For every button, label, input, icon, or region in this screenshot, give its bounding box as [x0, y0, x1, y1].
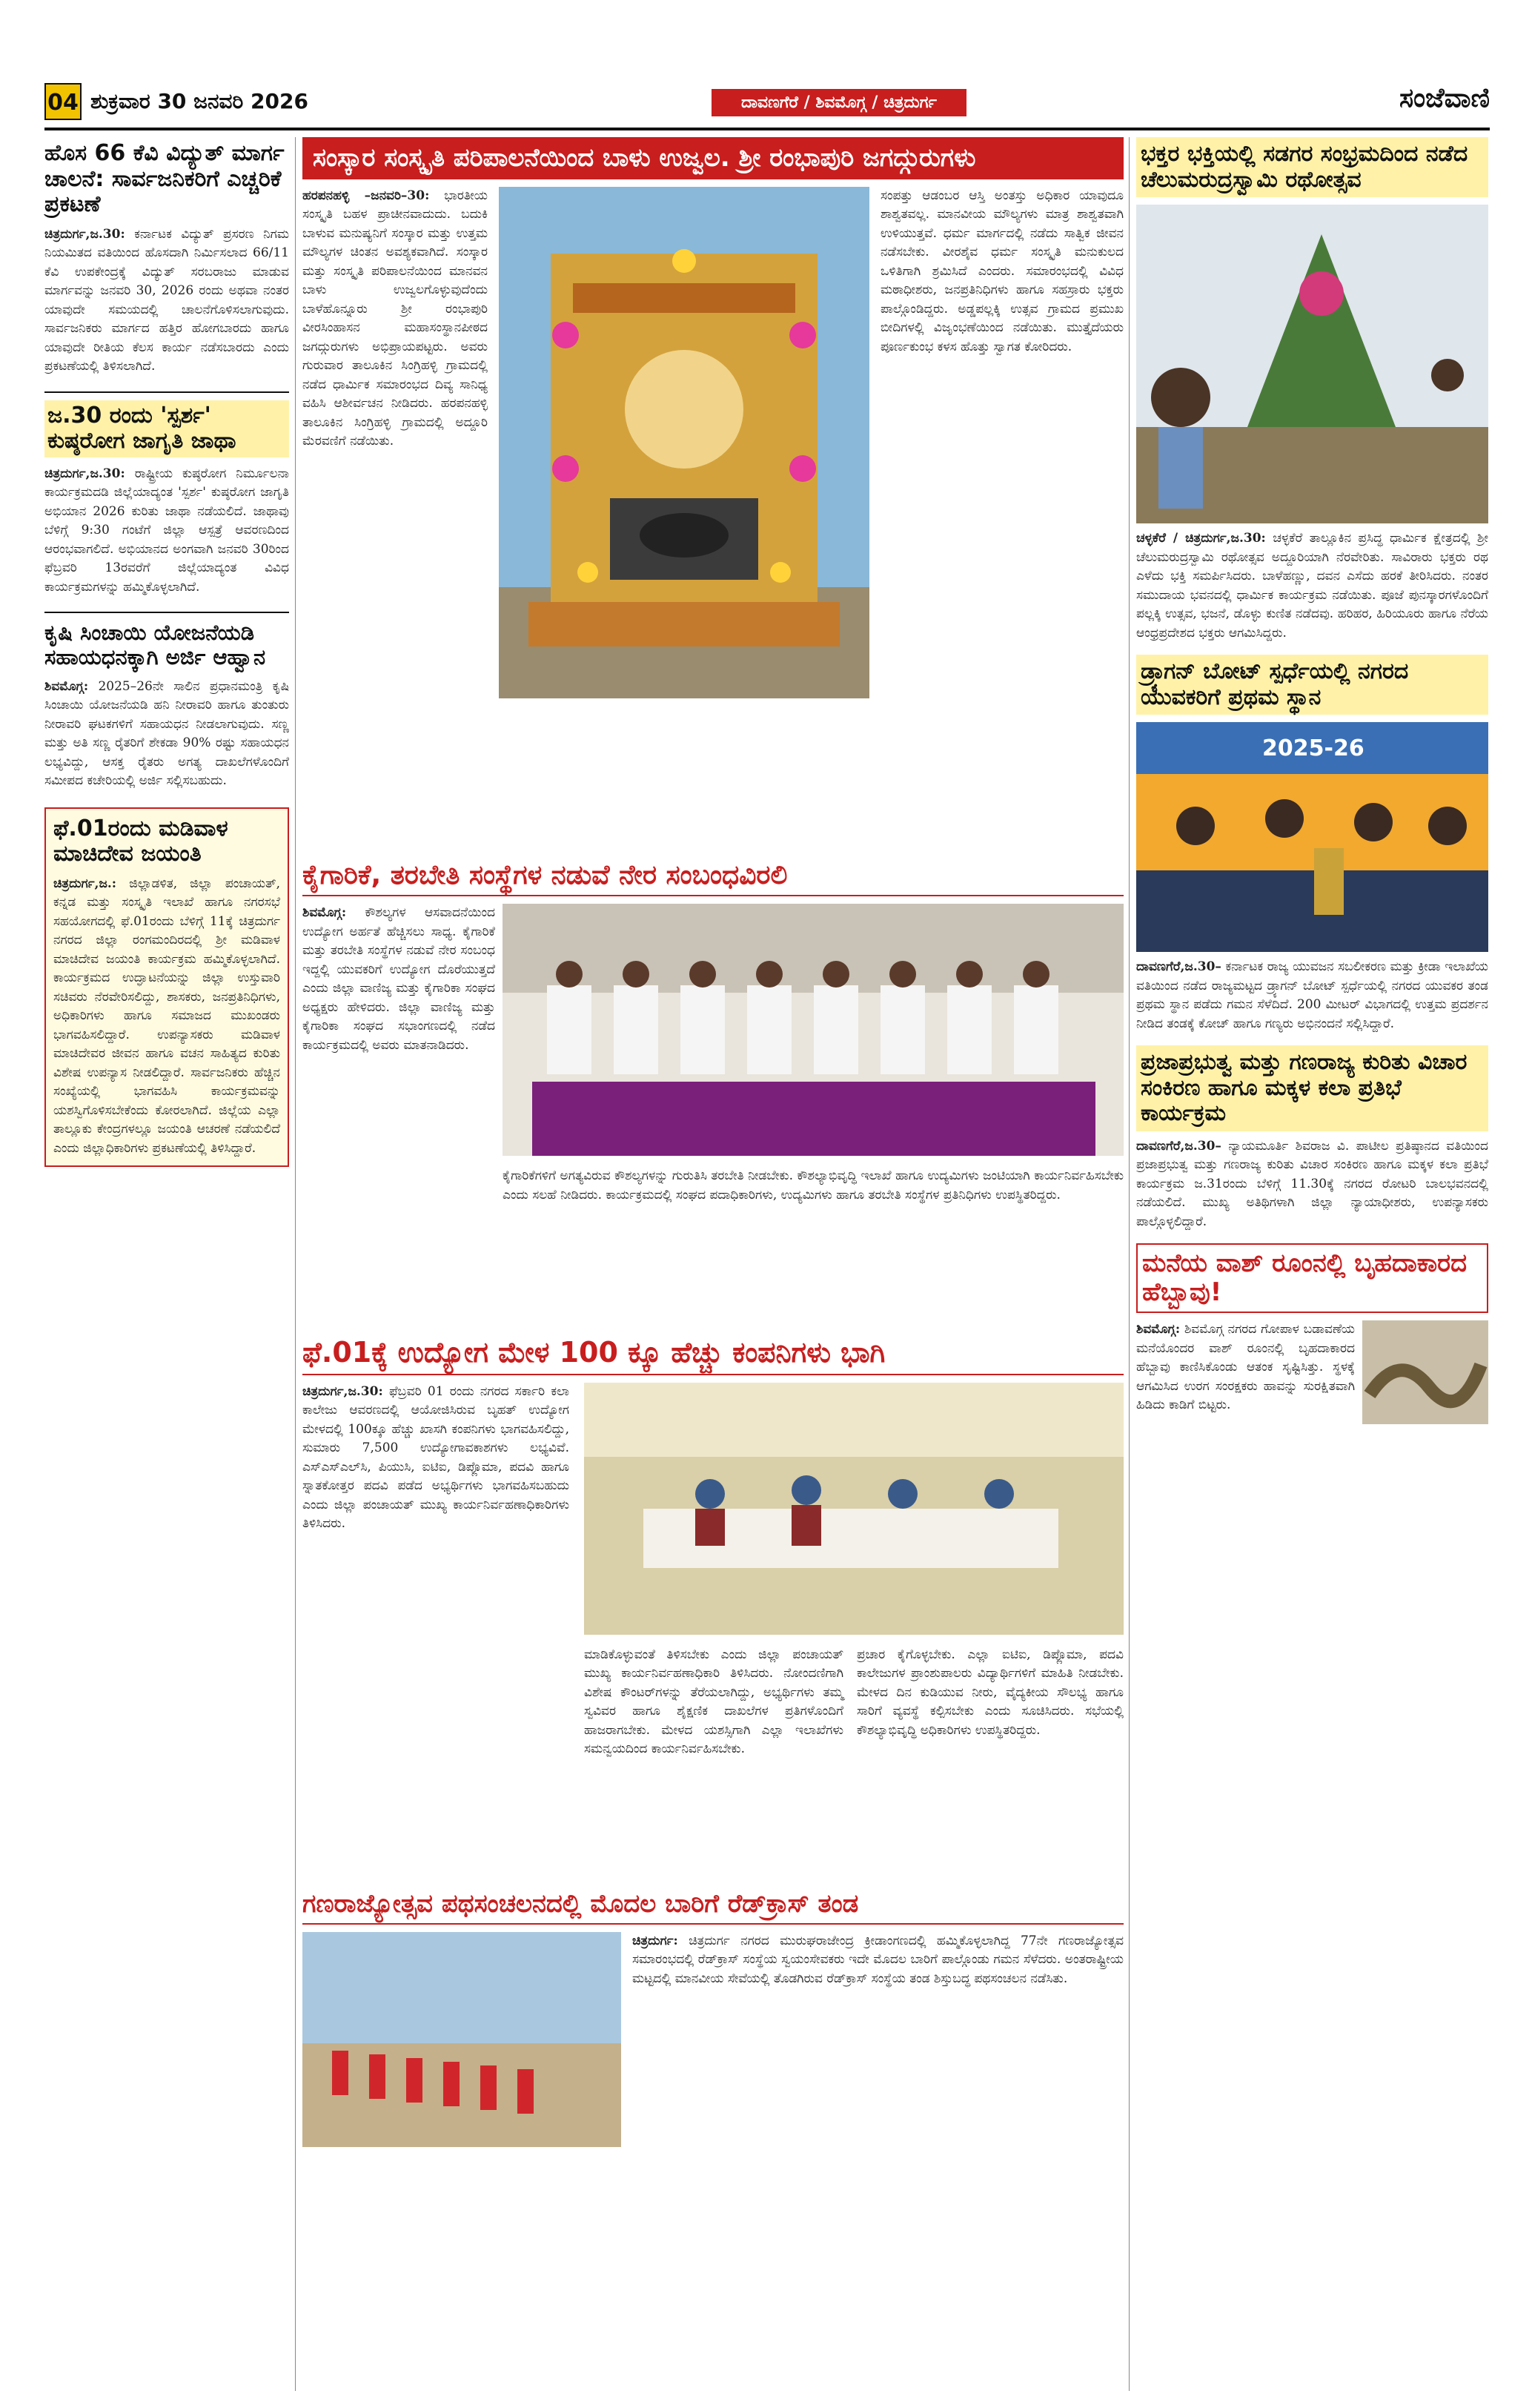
- redcross-headline: ಗಣರಾಜ್ಯೋತ್ಸವ ಪಥಸಂಚಲನದಲ್ಲಿ ಮೊದಲ ಬಾರಿಗೆ ರೆಡ್‌ಕ್ರಾಸ್ ತಂಡ: [302, 1890, 1124, 1925]
- headline: ಹೊಸ 66 ಕೆವಿ ವಿದ್ಯುತ್ ಮಾರ್ಗ ಚಾಲನೆ: ಸಾರ್ವಜನಿಕರಿಗೆ ಎಚ್ಚರಿಕೆ ಪ್ರಕಟಣೆ: [44, 140, 285, 217]
- parade-photo: [302, 1932, 621, 2147]
- dateline: ದಾವಣಗೆರೆ,ಜ.30–: [1136, 1138, 1221, 1154]
- chariot-photo: [499, 187, 869, 698]
- story-machideva: [44, 807, 289, 1168]
- chariot-festival-headline: ಭಕ್ತರ ಭಕ್ತಿಯಲ್ಲಿ ಸಡಗರ ಸಂಭ್ರಮದಿಂದ ನಡೆದ ಚೆಲುಮರುದ್ರಸ್ವಾಮಿ ರಥೋತ್ಸವ: [1136, 137, 1488, 197]
- body: ಜಿಲ್ಲಾಡಳಿತ, ಜಿಲ್ಲಾ ಪಂಚಾಯತ್, ಕನ್ನಡ ಮತ್ತು ಸಂಸ್ಕೃತಿ ಇಲಾಖೆ ಹಾಗೂ ನಗರಸಭೆ ಸಹಯೋಗದಲ್ಲಿ ಫೆ.01ರಂದು ಬೆಳಿಗ್ಗೆ 11ಕ್ಕೆ ಚಿತ್ರದುರ್ಗ ನಗರದ ಜಿಲ್ಲಾ ರಂಗಮಂದಿರದಲ್ಲಿ ಶ್ರೀ ಮಡಿವಾಳ ಮಾಚಿದೇವ ಜಯಂತಿ ಕಾರ್ಯಕ್ರಮ ಹಮ್ಮಿಕೊಳ್ಳಲಾಗಿದೆ. ಕಾರ್ಯಕ್ರಮದ ಉದ್ಘಾಟನೆಯನ್ನು ಜಿಲ್ಲಾ ಉಸ್ತುವಾರಿ ಸಚಿವರು ನೆರವೇರಿಸಲಿದ್ದು, ಶಾಸಕರು, ಜನಪ್ರತಿನಿಧಿಗಳು, ಅಧಿಕಾರಿಗಳು ಹಾಗೂ ಸಮಾಜದ ಮುಖಂಡರು ಭಾಗವಹಿಸಲಿದ್ದಾರೆ. ಉಪನ್ಯಾಸಕರು ಮಡಿವಾಳ ಮಾಚಿದೇವರ ಜೀವನ ಹಾಗೂ ವಚನ ಸಾಹಿತ್ಯದ ಕುರಿತು ವಿಶೇಷ ಉಪನ್ಯಾಸ ನೀಡಲಿದ್ದಾರೆ. ಸಾರ್ವಜನಿಕರು ಹೆಚ್ಚಿನ ಸಂಖ್ಯೆಯಲ್ಲಿ ಭಾಗವಹಿಸಿ ಕಾರ್ಯಕ್ರಮವನ್ನು ಯಶಸ್ವಿಗೊಳಿಸಬೇಕೆಂದು ಕೋರಲಾಗಿದೆ. ಜಿಲ್ಲೆಯ ಎಲ್ಲಾ ತಾಲ್ಲೂಕು ಕೇಂದ್ರಗಳಲ್ಲೂ ಜಯಂತಿ ಆಚರಣೆ ನಡೆಯಲಿದೆ ಎಂದು ಜಿಲ್ಲಾಧಿಕಾರಿಗಳು ಪ್ರಕಟಣೆಯಲ್ಲಿ ತಿಳಿಸಿದ್ದಾರೆ.: [53, 876, 280, 1156]
- dateline: ಚಿತ್ರದುರ್ಗ:: [632, 1933, 678, 1948]
- body: ಭಾರತೀಯ ಸಂಸ್ಕೃತಿ ಬಹಳ ಪ್ರಾಚೀನವಾದುದು. ಬದುಕಿ ಬಾಳುವ ಮನುಷ್ಯನಿಗೆ ಸಂಸ್ಕಾರ ಮತ್ತು ಉತ್ತಮ ಮೌಲ್ಯಗಳ ಚಿಂತನ ಅವಶ್ಯಕವಾಗಿದೆ. ಸಂಸ್ಕಾರ ಮತ್ತು ಸಂಸ್ಕೃತಿ ಪರಿಪಾಲನೆಯಿಂದ ಮಾನವನ ಬಾಳು ಉಜ್ವಲಗೊಳ್ಳುವುದೆಂದು ಬಾಳೆಹೊನ್ನೂರು ಶ್ರೀ ರಂಭಾಪುರಿ ವೀರಸಿಂಹಾಸನ ಮಹಾಸಂಸ್ಥಾನಪೀಠದ ಜಗದ್ಗುರುಗಳು ಅಭಿಪ್ರಾಯಪಟ್ಟರು. ಅವರು ಗುರುವಾರ ತಾಲೂಕಿನ ಸಿಂಗ್ರಿಹಳ್ಳಿ ಗ್ರಾಮದಲ್ಲಿ ನಡೆದ ಧಾರ್ಮಿಕ ಸಮಾರಂಭದ ದಿವ್ಯ ಸಾನಿಧ್ಯ ವಹಿಸಿ ಆಶೀರ್ವಚನ ನೀಡಿದರು. ಹರಪನಹಳ್ಳಿ ತಾಲೂಕಿನ ಸಿಂಗ್ರಿಹಳ್ಳಿ ಗ್ರಾಮದಲ್ಲಿ ಅದ್ದೂರಿ ಮೆರವಣಿಗೆ ನಡೆಯಿತು.: [302, 188, 488, 449]
- column-divider: [1129, 137, 1130, 2391]
- headline: ಫೆ.01ರಂದು ಮಡಿವಾಳ ಮಾಚಿದೇವ ಜಯಂತಿ: [53, 815, 228, 867]
- dateline: ಶಿವಮೊಗ್ಗ:: [44, 678, 89, 694]
- dateline: ಶಿವಮೊಗ್ಗ:: [1136, 1322, 1181, 1337]
- dragon-boat-headline: ಡ್ರ್ಯಾಗನ್ ಬೋಟ್ ಸ್ಪರ್ಧೆಯಲ್ಲಿ ನಗರದ ಯುವಕರಿಗೆ ಪ್ರಥಮ ಸ್ಥಾನ: [1136, 655, 1488, 715]
- dateline: ಚಿತ್ರದುರ್ಗ,ಜ.30:: [44, 226, 125, 242]
- lead-story-body: [302, 187, 1124, 854]
- seminar-headline: ಪ್ರಜಾಪ್ರಭುತ್ವ ಮತ್ತು ಗಣರಾಜ್ಯ ಕುರಿತು ವಿಚಾರ ಸಂಕಿರಣ ಹಾಗೂ ಮಕ್ಕಳ ಕಲಾ ಪ್ರತಿಭೆ ಕಾರ್ಯಕ್ರಮ: [1136, 1045, 1488, 1131]
- story-krishi: [44, 612, 289, 791]
- python-story-body: [1136, 1320, 1488, 1439]
- dateline: ಶಿವಮೊಗ್ಗ:: [302, 905, 347, 921]
- photo-banner-text: 2025-26: [1262, 735, 1364, 761]
- body: ಪ್ರಚಾರ ಕೈಗೊಳ್ಳಬೇಕು. ಎಲ್ಲಾ ಐಟಿಐ, ಡಿಪ್ಲೊಮಾ, ಪದವಿ ಕಾಲೇಜುಗಳ ಪ್ರಾಂಶುಪಾಲರು ವಿದ್ಯಾರ್ಥಿಗಳಿಗೆ ಮಾಹಿತಿ ನೀಡಬೇಕು. ಮೇಳದ ದಿನ ಕುಡಿಯುವ ನೀರು, ವೈದ್ಯಕೀಯ ಸೌಲಭ್ಯ ಹಾಗೂ ಸಾರಿಗೆ ವ್ಯವಸ್ಥೆ ಕಲ್ಪಿಸಬೇಕು ಎಂದು ಸೂಚಿಸಿದರು. ಸಭೆಯಲ್ಲಿ ಕೌಶಲ್ಯಾಭಿವೃದ್ಧಿ ಅಧಿಕಾರಿಗಳು ಉಪಸ್ಥಿತರಿದ್ದರು.: [857, 1647, 1124, 1738]
- dateline: ಚಿತ್ರದುರ್ಗ,ಜ.30:: [302, 1383, 383, 1399]
- right-column: [1136, 137, 1488, 1439]
- body: ಚಳ್ಳಕೆರೆ ತಾಲ್ಲೂಕಿನ ಪ್ರಸಿದ್ಧ ಧಾರ್ಮಿಕ ಕ್ಷೇತ್ರದಲ್ಲಿ ಶ್ರೀ ಚೆಲುಮರುದ್ರಸ್ವಾಮಿ ರಥೋತ್ಸವ ಅದ್ದೂರಿಯಾಗಿ ನೆರವೇರಿತು. ಸಾವಿರಾರು ಭಕ್ತರು ರಥ ಎಳೆದು ಭಕ್ತಿ ಸಮರ್ಪಿಸಿದರು. ಬಾಳೆಹಣ್ಣು, ದವನ ಎಸೆದು ಹರಕೆ ತೀರಿಸಿದರು. ನಂತರ ಸಮುದಾಯ ಭವನದಲ್ಲಿ ಧಾರ್ಮಿಕ ಕಾರ್ಯಕ್ರಮ ನಡೆಯಿತು. ಪೂಜೆ ಪುನಸ್ಕಾರಗಳೊಂದಿಗೆ ಪಲ್ಲಕ್ಕಿ ಉತ್ಸವ, ಭಜನೆ, ಡೊಳ್ಳು ಕುಣಿತ ನಡೆದವು. ಹರಿಹರ, ಹಿರಿಯೂರು ಹಾಗೂ ನೆರೆಯ ಆಂಧ್ರಪ್ರದೇಶದ ಭಕ್ತರು ಆಗಮಿಸಿದ್ದರು.: [1136, 531, 1489, 641]
- dragon-boat-photo: [1136, 722, 1488, 952]
- left-column: [44, 141, 289, 1167]
- body: ಸಂಪತ್ತು ಆಡಂಬರ ಆಸ್ತಿ ಅಂತಸ್ತು ಅಧಿಕಾರ ಯಾವುದೂ ಶಾಶ್ವತವಲ್ಲ. ಮಾನವೀಯ ಮೌಲ್ಯಗಳು ಮಾತ್ರ ಶಾಶ್ವತವಾಗಿ ಉಳಿಯುತ್ತವೆ. ಧರ್ಮ ಮಾರ್ಗದಲ್ಲಿ ನಡೆದು ಸಾತ್ವಿಕ ಜೀವನ ನಡೆಸಬೇಕು. ವೀರಶೈವ ಧರ್ಮ ಸಂಸ್ಕೃತಿ ಮನುಕುಲದ ಒಳಿತಿಗಾಗಿ ಶ್ರಮಿಸಿದೆ ಎಂದರು. ಸಮಾರಂಭದಲ್ಲಿ ವಿವಿಧ ಮಠಾಧೀಶರು, ಜನಪ್ರತಿನಿಧಿಗಳು ಹಾಗೂ ಸಹಸ್ರಾರು ಭಕ್ತರು ಪಾಲ್ಗೊಂಡಿದ್ದರು. ಅಡ್ಡಪಲ್ಲಕ್ಕಿ ಉತ್ಸವ ಗ್ರಾಮದ ಪ್ರಮುಖ ಬೀದಿಗಳಲ್ಲಿ ವಿಜೃಂಭಣೆಯಿಂದ ನಡೆಯಿತು. ಮುತ್ತೈದೆಯರು ಪೂರ್ಣಕುಂಭ ಕಳಸ ಹೊತ್ತು ಸ್ವಾಗತ ಕೋರಿದರು.: [881, 188, 1124, 354]
- headline: ಕೃಷಿ ಸಿಂಚಾಯಿ ಯೋಜನೆಯಡಿ ಸಹಾಯಧನಕ್ಕಾಗಿ ಅರ್ಜಿ ಆಹ್ವಾನ: [44, 620, 266, 670]
- dateline: ಹರಪನಹಳ್ಳಿ –ಜನವರಿ–30:: [302, 188, 430, 203]
- body: ಕೈಗಾರಿಕೆಗಳಿಗೆ ಅಗತ್ಯವಿರುವ ಕೌಶಲ್ಯಗಳನ್ನು ಗುರುತಿಸಿ ತರಬೇತಿ ನೀಡಬೇಕು. ಕೌಶಲ್ಯಾಭಿವೃದ್ಧಿ ಇಲಾಖೆ ಹಾಗೂ ಉದ್ಯಮಿಗಳು ಜಂಟಿಯಾಗಿ ಕಾರ್ಯನಿರ್ವಹಿಸಬೇಕು ಎಂದು ಸಲಹೆ ನೀಡಿದರು. ಕಾರ್ಯಕ್ರಮದಲ್ಲಿ ಸಂಘದ ಪದಾಧಿಕಾರಿಗಳು, ಉದ್ಯಮಿಗಳು ಹಾಗೂ ತರಬೇತಿ ಸಂಸ್ಥೆಗಳ ಪ್ರತಿನಿಧಿಗಳು ಉಪಸ್ಥಿತರಿದ್ದರು.: [503, 1168, 1124, 1203]
- python-photo: [1362, 1320, 1488, 1424]
- body: ಕರ್ನಾಟಕ ವಿದ್ಯುತ್ ಪ್ರಸರಣ ನಿಗಮ ನಿಯಮಿತದ ವತಿಯಿಂದ ಹೊಸದಾಗಿ ನಿರ್ಮಿಸಲಾದ 66/11 ಕೆವಿ ಉಪಕೇಂದ್ರಕ್ಕೆ ವಿದ್ಯುತ್ ಸರಬರಾಜು ಮಾಡುವ ಮಾರ್ಗವನ್ನು ಜನವರಿ 30, 2026 ರಂದು ಅಥವಾ ನಂತರ ಯಾವುದೇ ಸಮಯದಲ್ಲಿ ಚಾಲನೆಗೊಳಿಸಲಾಗುವುದು. ಸಾರ್ವಜನಿಕರು ಮಾರ್ಗದ ಹತ್ತಿರ ಹೋಗಬಾರದು ಹಾಗೂ ಯಾವುದೇ ರೀತಿಯ ಕೆಲಸ ಕಾರ್ಯ ನಡೆಸಬಾರದು ಎಂದು ಪ್ರಕಟಣೆಯಲ್ಲಿ ತಿಳಿಸಲಾಗಿದೆ.: [44, 226, 290, 374]
- dateline: ದಾವಣಗೆರೆ,ಜ.30–: [1136, 959, 1221, 974]
- dateline: ಚಿತ್ರದುರ್ಗ,ಜ.:: [53, 876, 117, 891]
- story-power-line: [44, 141, 289, 377]
- issue-date: ಶುಕ್ರವಾರ 30 ಜನವರಿ 2026: [90, 89, 308, 113]
- jobfair-headline: ಫೆ.01ಕ್ಕೆ ಉದ್ಯೋಗ ಮೇಳ 100 ಕ್ಕೂ ಹೆಚ್ಚು ಕಂಪನಿಗಳು ಭಾಗಿ: [302, 1337, 1124, 1375]
- body: ಶಿವಮೊಗ್ಗ ನಗರದ ಗೋಪಾಳ ಬಡಾವಣೆಯ ಮನೆಯೊಂದರ ವಾಶ್ ರೂಂನಲ್ಲಿ ಬೃಹದಾಕಾರದ ಹೆಬ್ಬಾವು ಕಾಣಿಸಿಕೊಂಡು ಆತಂಕ ಸೃಷ್ಟಿಸಿತ್ತು. ಸ್ಥಳಕ್ಕೆ ಆಗಮಿಸಿದ ಉರಗ ಸಂರಕ್ಷಕರು ಹಾವನ್ನು ಸುರಕ್ಷಿತವಾಗಿ ಹಿಡಿದು ಕಾಡಿಗೆ ಬಿಟ್ಟರು.: [1136, 1322, 1355, 1413]
- industry-story-body: [302, 904, 1124, 1334]
- column-divider: [295, 137, 296, 2391]
- meeting-photo: [503, 904, 1124, 1156]
- page-number: 04: [44, 83, 82, 120]
- jobfair-meeting-photo: [584, 1383, 1124, 1635]
- python-headline: ಮನೆಯ ವಾಶ್ ರೂಂನಲ್ಲಿ ಬೃಹದಾಕಾರದ ಹೆಬ್ಬಾವು!: [1136, 1243, 1488, 1313]
- jobfair-story-body: [302, 1383, 1124, 1887]
- body: ಕರ್ನಾಟಕ ರಾಜ್ಯ ಯುವಜನ ಸಬಲೀಕರಣ ಮತ್ತು ಕ್ರೀಡಾ ಇಲಾಖೆಯ ವತಿಯಿಂದ ನಡೆದ ರಾಜ್ಯಮಟ್ಟದ ಡ್ರ್ಯಾಗನ್ ಬೋಟ್ ಸ್ಪರ್ಧೆಯಲ್ಲಿ ನಗರದ ಯುವಕರ ತಂಡ ಪ್ರಥಮ ಸ್ಥಾನ ಪಡೆದು ಗಮನ ಸೆಳೆದಿದೆ. 200 ಮೀಟರ್ ವಿಭಾಗದಲ್ಲಿ ಉತ್ತಮ ಪ್ರದರ್ಶನ ನೀಡಿದ ತಂಡಕ್ಕೆ ಕೋಚ್ ಹಾಗೂ ಗಣ್ಯರು ಅಭಿನಂದನೆ ಸಲ್ಲಿಸಿದ್ದಾರೆ.: [1136, 959, 1489, 1031]
- dateline: ಚಳ್ಳಕೆರೆ / ಚಿತ್ರದುರ್ಗ,ಜ.30:: [1136, 531, 1266, 546]
- industry-headline: ಕೈಗಾರಿಕೆ, ತರಬೇತಿ ಸಂಸ್ಥೆಗಳ ನಡುವೆ ನೇರ ಸಂಬಂಧವಿರಲಿ: [302, 860, 1124, 896]
- dateline: ಚಿತ್ರದುರ್ಗ,ಜ.30:: [44, 466, 125, 481]
- body: ಫೆಬ್ರವರಿ 01 ರಂದು ನಗರದ ಸರ್ಕಾರಿ ಕಲಾ ಕಾಲೇಜು ಆವರಣದಲ್ಲಿ ಆಯೋಜಿಸಿರುವ ಬೃಹತ್ ಉದ್ಯೋಗ ಮೇಳದಲ್ಲಿ 100ಕ್ಕೂ ಹೆಚ್ಚು ಖಾಸಗಿ ಕಂಪನಿಗಳು ಭಾಗವಹಿಸಲಿದ್ದು, ಸುಮಾರು 7,500 ಉದ್ಯೋಗಾವಕಾಶಗಳು ಲಭ್ಯವಿವೆ. ಎಸ್ಎಸ್ಎಲ್‌ಸಿ, ಪಿಯುಸಿ, ಐಟಿಐ, ಡಿಪ್ಲೊಮಾ, ಪದವಿ ಹಾಗೂ ಸ್ನಾತಕೋತ್ತರ ಪದವಿ ಪಡೆದ ಅಭ್ಯರ್ಥಿಗಳು ಭಾಗವಹಿಸಬಹುದು ಎಂದು ಜಿಲ್ಲಾ ಪಂಚಾಯತ್ ಮುಖ್ಯ ಕಾರ್ಯನಿರ್ವಹಣಾಧಿಕಾರಿಗಳು ತಿಳಿಸಿದರು.: [302, 1383, 570, 1532]
- body: 2025–26ನೇ ಸಾಲಿನ ಪ್ರಧಾನಮಂತ್ರಿ ಕೃಷಿ ಸಿಂಚಾಯಿ ಯೋಜನೆಯಡಿ ಹನಿ ನೀರಾವರಿ ಹಾಗೂ ತುಂತುರು ನೀರಾವರಿ ಘಟಕಗಳಿಗೆ ಸಹಾಯಧನ ನೀಡಲಾಗುವುದು. ಸಣ್ಣ ಮತ್ತು ಅತಿ ಸಣ್ಣ ರೈತರಿಗೆ ಶೇಕಡಾ 90% ರಷ್ಟು ಸಹಾಯಧನ ಲಭ್ಯವಿದ್ದು, ಆಸಕ್ತ ರೈತರು ಅಗತ್ಯ ದಾಖಲೆಗಳೊಂದಿಗೆ ಸಮೀಪದ ಕಚೇರಿಯಲ್ಲಿ ಅರ್ಜಿ ಸಲ್ಲಿಸಬಹುದು.: [44, 678, 290, 789]
- center-column: [302, 137, 1124, 2154]
- body: ಕೌಶಲ್ಯಗಳ ಆಸವಾದನೆಯಿಂದ ಉದ್ಯೋಗ ಅರ್ಹತೆ ಹೆಚ್ಚಿಸಲು ಸಾಧ್ಯ. ಕೈಗಾರಿಕೆ ಮತ್ತು ತರಬೇತಿ ಸಂಸ್ಥೆಗಳ ನಡುವೆ ನೇರ ಸಂಬಂಧ ಇದ್ದಲ್ಲಿ ಯುವಕರಿಗೆ ಉದ್ಯೋಗ ದೊರೆಯುತ್ತದೆ ಎಂದು ಜಿಲ್ಲಾ ವಾಣಿಜ್ಯ ಮತ್ತು ಕೈಗಾರಿಕಾ ಸಂಘದ ಅಧ್ಯಕ್ಷರು ಹೇಳಿದರು. ಜಿಲ್ಲಾ ವಾಣಿಜ್ಯ ಮತ್ತು ಕೈಗಾರಿಕಾ ಸಂಘದ ಸಭಾಂಗಣದಲ್ಲಿ ನಡೆದ ಕಾರ್ಯಕ್ರಮದಲ್ಲಿ ಅವರು ಮಾತನಾಡಿದರು.: [302, 905, 495, 1053]
- edition-label: ದಾವಣಗೆರೆ / ಶಿವಮೊಗ್ಗ / ಚಿತ್ರದುರ್ಗ: [712, 89, 966, 116]
- masthead: [44, 83, 1490, 125]
- lead-headline: ಸಂಸ್ಕಾರ ಸಂಸ್ಕೃತಿ ಪರಿಪಾಲನೆಯಿಂದ ಬಾಳು ಉಜ್ವಲ. ಶ್ರೀ ರಂಭಾಪುರಿ ಜಗದ್ಗುರುಗಳು: [302, 137, 1124, 179]
- story-sparsha: [44, 391, 289, 598]
- paper-name: ಸಂಜೆವಾಣಿ: [1399, 83, 1490, 113]
- redcross-story-body: [302, 1932, 1124, 2154]
- festival-photo: [1136, 205, 1488, 523]
- body: ಚಿತ್ರದುರ್ಗ ನಗರದ ಮುರುಘರಾಜೇಂದ್ರ ಕ್ರೀಡಾಂಗಣದಲ್ಲಿ ಹಮ್ಮಿಕೊಳ್ಳಲಾಗಿದ್ದ 77ನೇ ಗಣರಾಜ್ಯೋತ್ಸವ ಸಮಾರಂಭದಲ್ಲಿ ರೆಡ್‌ಕ್ರಾಸ್ ಸಂಸ್ಥೆಯ ಸ್ವಯಂಸೇವಕರು ಇದೇ ಮೊದಲ ಬಾರಿಗೆ ಪಾಲ್ಗೊಂಡು ಗಮನ ಸೆಳೆದರು. ಅಂತರಾಷ್ಟ್ರೀಯ ಮಟ್ಟದಲ್ಲಿ ಮಾನವೀಯ ಸೇವೆಯಲ್ಲಿ ತೊಡಗಿರುವ ರೆಡ್‌ಕ್ರಾಸ್ ಸಂಸ್ಥೆಯ ತಂಡ ಶಿಸ್ತುಬದ್ಧ ಪಥಸಂಚಲನ ನಡೆಸಿತು.: [632, 1933, 1124, 1986]
- headline: ಜ.30 ರಂದು 'ಸ್ಪರ್ಶ' ಕುಷ್ಠರೋಗ ಜಾಗೃತಿ ಜಾಥಾ: [44, 400, 289, 457]
- paper-logo: [1399, 83, 1490, 114]
- body: ರಾಷ್ಟ್ರೀಯ ಕುಷ್ಠರೋಗ ನಿರ್ಮೂಲನಾ ಕಾರ್ಯಕ್ರಮದಡಿ ಜಿಲ್ಲೆಯಾದ್ಯಂತ 'ಸ್ಪರ್ಶ' ಕುಷ್ಠರೋಗ ಜಾಗೃತಿ ಅಭಿಯಾನ 2026 ಕುರಿತು ಜಾಥಾ ನಡೆಯಲಿದೆ. ಜಾಥಾವು ಬೆಳಿಗ್ಗೆ 9:30 ಗಂಟೆಗೆ ಜಿಲ್ಲಾ ಆಸ್ಪತ್ರೆ ಆವರಣದಿಂದ ಆರಂಭವಾಗಲಿದೆ. ಅಭಿಯಾನದ ಅಂಗವಾಗಿ ಜನವರಿ 30ರಿಂದ ಫೆಬ್ರವರಿ 13ರವರೆಗೆ ಜಿಲ್ಲೆಯಾದ್ಯಂತ ವಿವಿಧ ಕಾರ್ಯಕ್ರಮಗಳನ್ನು ಹಮ್ಮಿಕೊಳ್ಳಲಾಗಿದೆ.: [44, 466, 289, 595]
- masthead-rule: [44, 128, 1490, 130]
- body: ನ್ಯಾಯಮೂರ್ತಿ ಶಿವರಾಜ ವಿ. ಪಾಟೀಲ ಪ್ರತಿಷ್ಠಾನದ ವತಿಯಿಂದ ಪ್ರಜಾಪ್ರಭುತ್ವ ಮತ್ತು ಗಣರಾಜ್ಯ ಕುರಿತು ವಿಚಾರ ಸಂಕಿರಣ ಹಾಗೂ ಮಕ್ಕಳ ಕಲಾ ಪ್ರತಿಭೆ ಕಾರ್ಯಕ್ರಮ ಜ.31ರಂದು ಬೆಳಿಗ್ಗೆ 11.30ಕ್ಕೆ ನಗರದ ರೋಟರಿ ಬಾಲಭವನದಲ್ಲಿ ನಡೆಯಲಿದೆ. ಮುಖ್ಯ ಅತಿಥಿಗಳಾಗಿ ಜಿಲ್ಲಾ ನ್ಯಾಯಾಧೀಶರು, ಉಪನ್ಯಾಸಕರು ಪಾಲ್ಗೊಳ್ಳಲಿದ್ದಾರೆ.: [1136, 1138, 1488, 1229]
- body: ಮಾಡಿಕೊಳ್ಳುವಂತೆ ತಿಳಿಸಬೇಕು ಎಂದು ಜಿಲ್ಲಾ ಪಂಚಾಯತ್ ಮುಖ್ಯ ಕಾರ್ಯನಿರ್ವಹಣಾಧಿಕಾರಿ ತಿಳಿಸಿದರು. ನೋಂದಣಿಗಾಗಿ ವಿಶೇಷ ಕೌಂಟರ್‌ಗಳನ್ನು ತೆರೆಯಲಾಗಿದ್ದು, ಅಭ್ಯರ್ಥಿಗಳು ತಮ್ಮ ಸ್ವವಿವರ ಹಾಗೂ ಶೈಕ್ಷಣಿಕ ದಾಖಲೆಗಳ ಪ್ರತಿಗಳೊಂದಿಗೆ ಹಾಜರಾಗಬೇಕು. ಮೇಳದ ಯಶಸ್ಸಿಗಾಗಿ ಎಲ್ಲಾ ಇಲಾಖೆಗಳು ಸಮನ್ವಯದಿಂದ ಕಾರ್ಯನಿರ್ವಹಿಸಬೇಕು.: [584, 1647, 843, 1757]
